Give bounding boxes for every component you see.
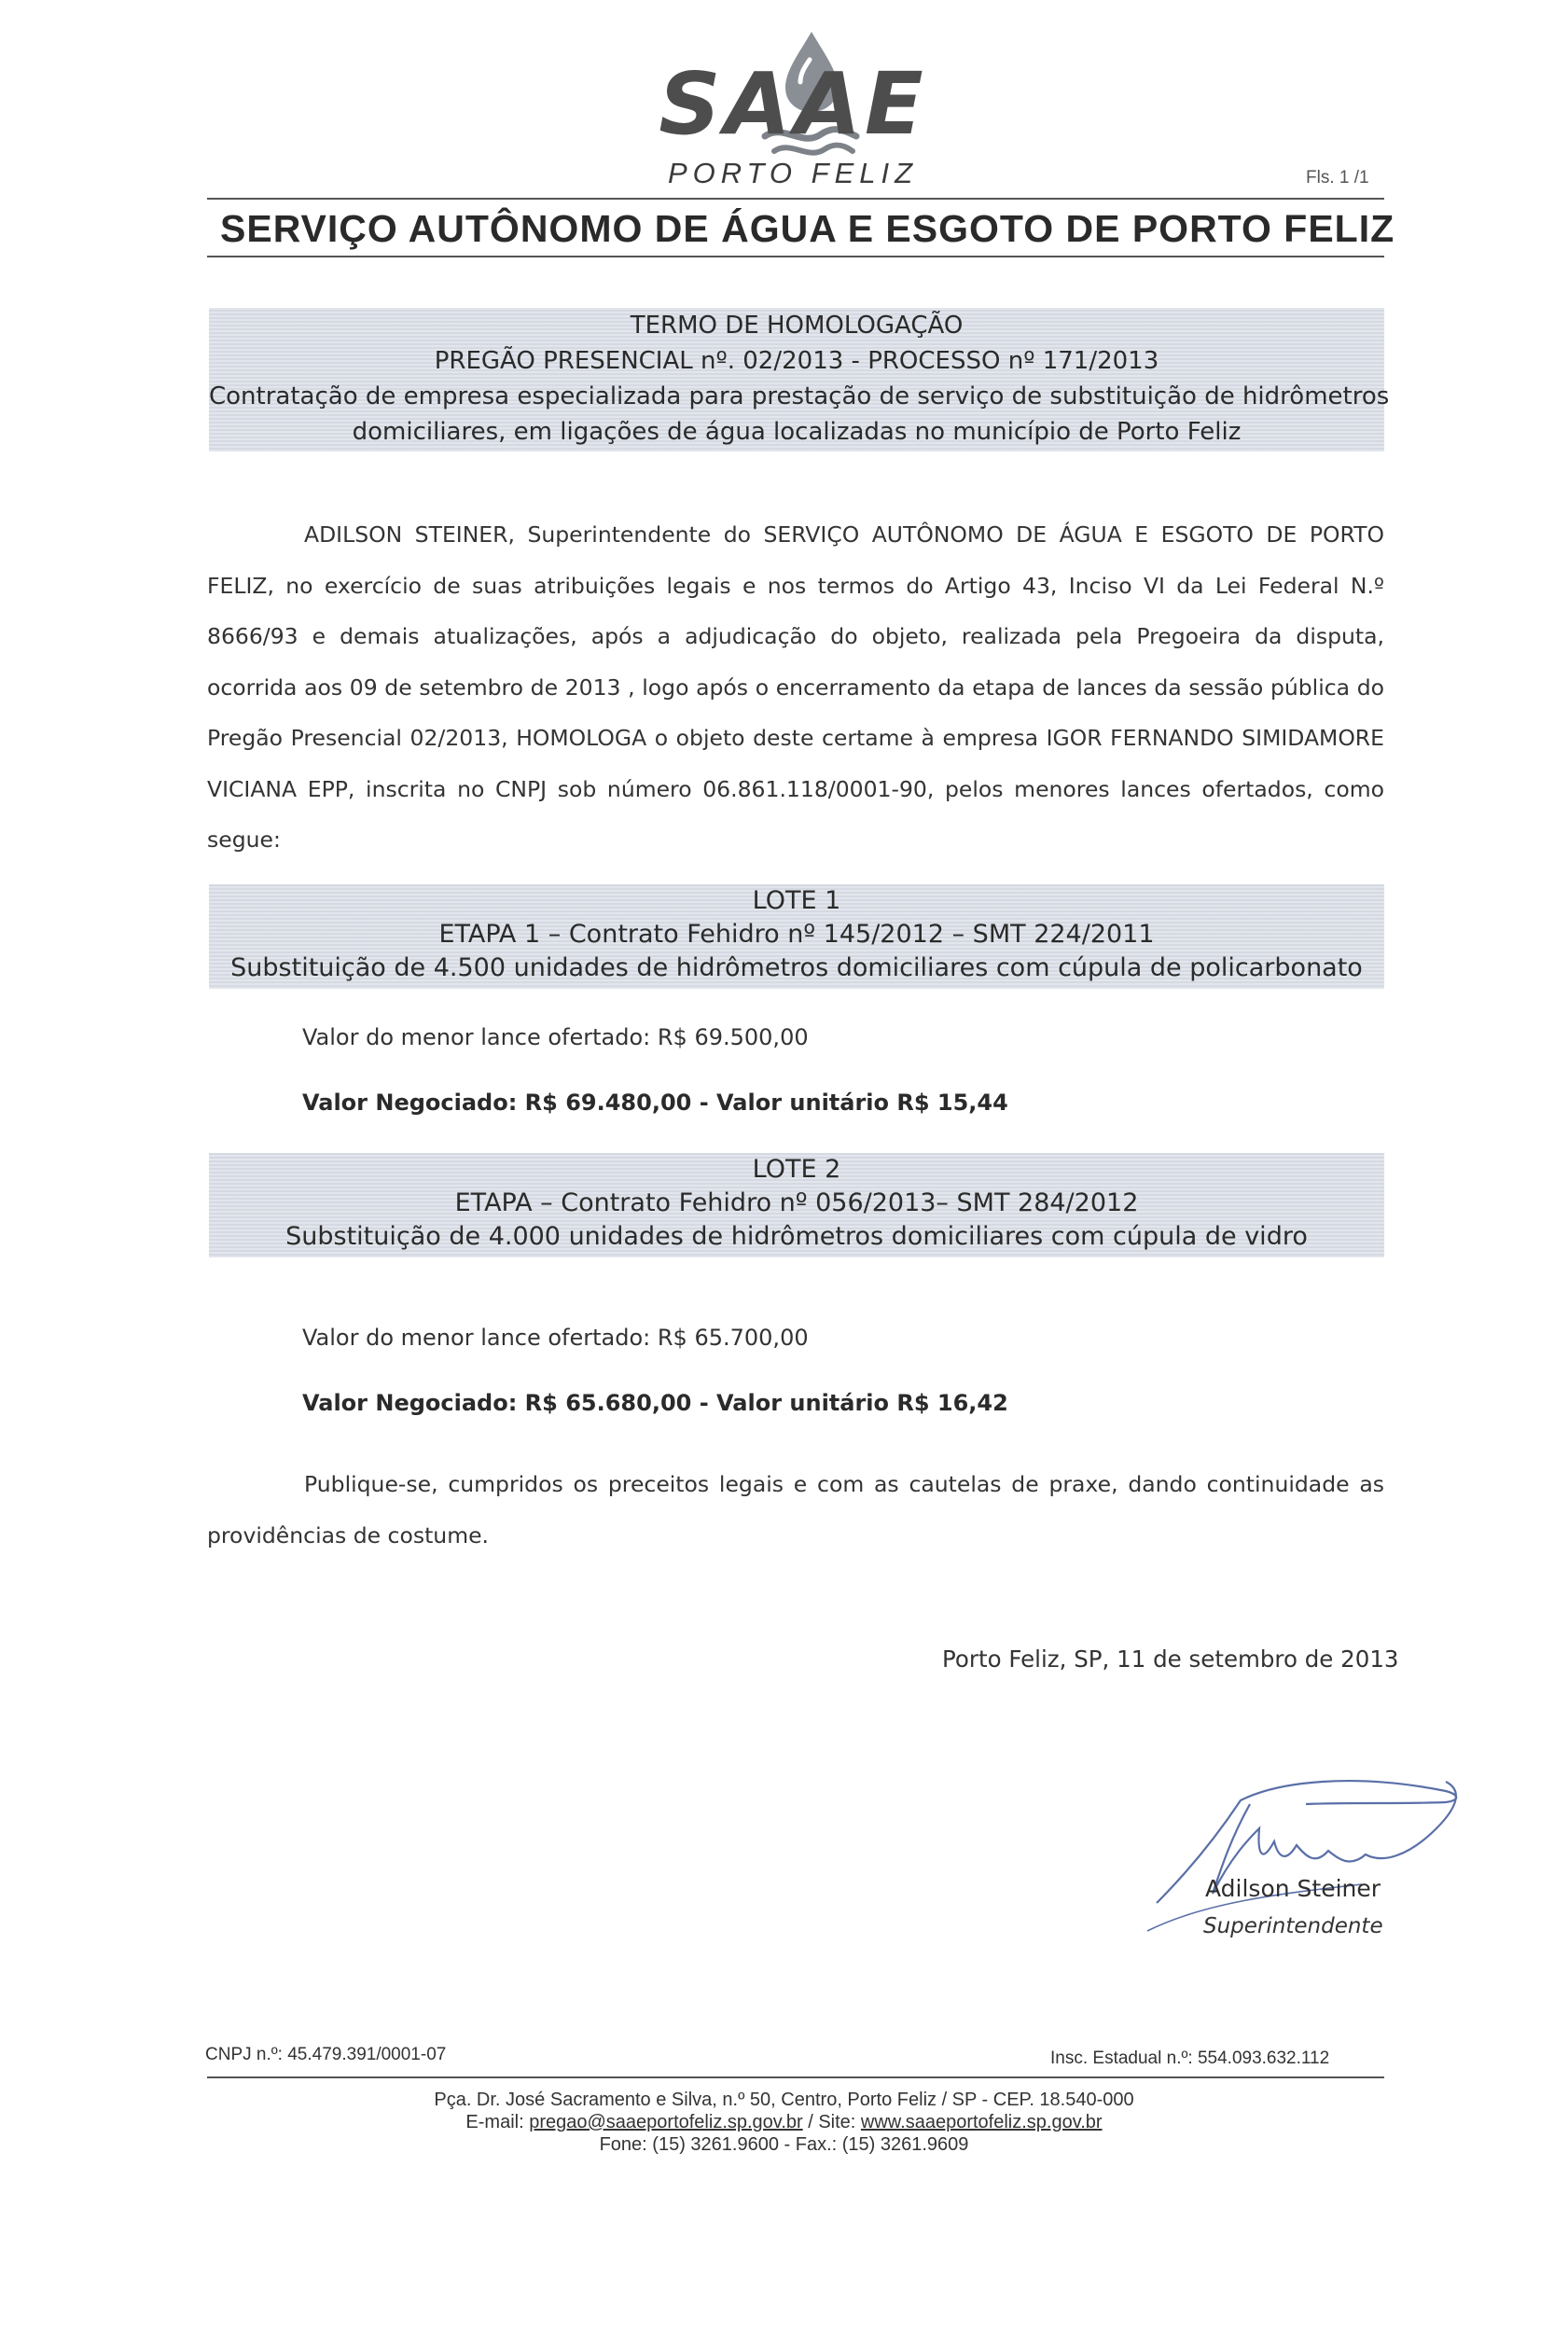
footer-site-link[interactable]: www.saaeportofeliz.sp.gov.br <box>860 2112 1103 2132</box>
footer-inscricao: Insc. Estadual n.º: 554.093.632.112 <box>1050 2048 1330 2068</box>
lote-2-unitario-value: R$ 16,42 <box>896 1390 1008 1416</box>
title-line-1: TERMO DE HOMOLOGAÇÃO <box>630 312 964 340</box>
closing-paragraph-text: Publique-se, cumpridos os preceitos legais e com as cautelas de praxe, dando continuidade as providências de costume. <box>207 1471 1384 1548</box>
lote-2-menor-lance: Valor do menor lance ofertado: R$ 65.700,00 <box>302 1325 809 1351</box>
closing-paragraph <box>207 1459 1384 1561</box>
title-line-2: PREGÃO PRESENCIAL nº. 02/2013 - PROCESSO nº 171/2013 <box>434 347 1159 375</box>
lote-2-etapa: ETAPA – Contrato Fehidro nº 056/2013– SMT 284/2012 <box>454 1188 1139 1217</box>
header-rule-bottom <box>207 256 1384 257</box>
footer-site-label: / Site: <box>808 2112 856 2132</box>
lote-1-description: Substituição de 4.500 unidades de hidrômetros domiciliares com cúpula de policarbonato <box>230 953 1363 982</box>
lote-1-title: LOTE 1 <box>752 886 841 915</box>
footer-email-link[interactable]: pregao@saaeportofeliz.sp.gov.br <box>529 2112 803 2132</box>
lote-1-separator: - <box>699 1090 709 1116</box>
date-line: Porto Feliz, SP, 11 de setembro de 2013 <box>942 1646 1399 1673</box>
lote-1-negociado <box>302 1090 1008 1116</box>
lote-1-menor-lance: Valor do menor lance ofertado: R$ 69.500,00 <box>302 1024 809 1050</box>
logo-wordmark: SAAE <box>659 54 927 154</box>
page-counter: Fls. 1 /1 <box>1306 168 1369 187</box>
lote-2-negociado-value: R$ 65.680,00 <box>524 1390 692 1416</box>
lote-1-box <box>209 884 1384 989</box>
organization-name: SERVIÇO AUTÔNOMO DE ÁGUA E ESGOTO DE PORTO FELIZ <box>220 207 1395 250</box>
footer-email-label: E-mail: <box>465 2112 524 2132</box>
footer-rule <box>207 2076 1384 2078</box>
signatory-name: Adilson Steiner <box>1205 1875 1381 1902</box>
lote-1-negociado-label: Valor Negociado: <box>302 1090 518 1116</box>
title-line-3: Contratação de empresa especializada para prestação de serviço de substituição de hidrômetros <box>209 382 1390 410</box>
lote-1-unitario-label: Valor unitário <box>716 1090 890 1116</box>
lote-1-negociado-value: R$ 69.480,00 <box>524 1090 692 1116</box>
lote-2-title: LOTE 2 <box>752 1155 841 1184</box>
body-paragraph <box>207 509 1384 866</box>
lote-2-unitario-label: Valor unitário <box>716 1390 890 1416</box>
lote-2-negociado <box>302 1390 1008 1416</box>
lote-1-unitario-value: R$ 15,44 <box>896 1090 1008 1116</box>
body-paragraph-text: ADILSON STEINER, Superintendente do SERVIÇO AUTÔNOMO DE ÁGUA E ESGOTO DE PORTO FELIZ, no exercício de suas atribuições legais e nos termos do Artigo 43, Inciso VI da Lei Federal N.º 8666/93 e demais atualizações, após a adjudicação do objeto, realizada pela Pregoeira da disputa, ocorrida aos 09 de setembro de 2013 , logo após o encerramento da etapa de lances da sessão pública do Pregão Presencial 02/2013, HOMOLOGA o objeto deste certame à empresa IGOR FERNANDO SIMIDAMORE VICIANA EPP, inscrita no CNPJ sob número 06.861.118/0001-90, pelos menores lances ofertados, como segue: <box>207 521 1384 853</box>
footer-address: Pça. Dr. José Sacramento e Silva, n.º 50, Centro, Porto Feliz / SP - CEP. 18.540-000 <box>434 2090 1134 2110</box>
logo-subtitle: PORTO FELIZ <box>667 157 919 189</box>
lote-2-description: Substituição de 4.000 unidades de hidrômetros domiciliares com cúpula de vidro <box>285 1222 1308 1251</box>
title-box <box>209 308 1390 451</box>
lote-1-etapa: ETAPA 1 – Contrato Fehidro nº 145/2012 – SMT 224/2011 <box>438 920 1155 949</box>
lote-2-separator: - <box>699 1390 709 1416</box>
footer-phone: Fone: (15) 3261.9600 - Fax.: (15) 3261.9609 <box>599 2134 969 2155</box>
lote-2-negociado-label: Valor Negociado: <box>302 1390 518 1416</box>
header-rule-top <box>207 198 1384 200</box>
footer-cnpj: CNPJ n.º: 45.479.391/0001-07 <box>205 2045 447 2064</box>
lote-2-box <box>209 1153 1384 1257</box>
signatory-role: Superintendente <box>1203 1914 1383 1938</box>
footer-contact <box>0 2112 1568 2133</box>
title-line-4: domiciliares, em ligações de água localizadas no município de Porto Feliz <box>352 418 1242 446</box>
